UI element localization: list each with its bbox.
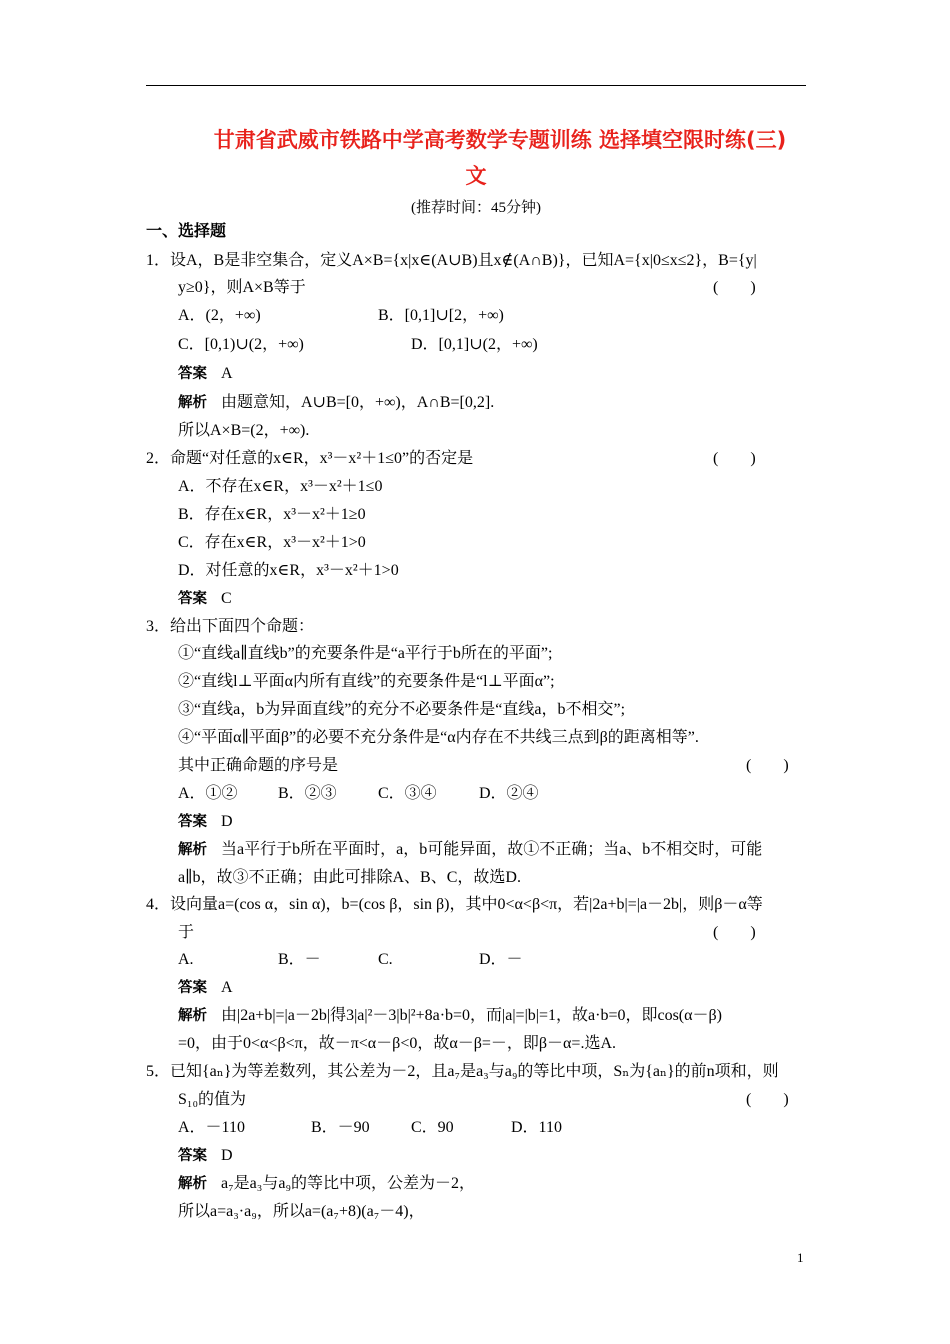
q4-answer-paren: ( ) <box>713 924 756 941</box>
q5-stem: 5．已知{aₙ}为等差数列，其公差为－2，且a₇是a₃与a₉的等比中项，Sₙ为{aₙ}的前n项和，则 <box>146 1063 779 1080</box>
q4-analysis-cont: =0，由于0<α<β<π，故－π<α－β<0，故α－β=－，即β－α=.选A. <box>178 1035 616 1052</box>
q4-analysis <box>178 1006 722 1026</box>
q2-answer-paren: ( ) <box>713 450 756 467</box>
q4-analysis-text: 由|2a+b|=|a－2b|得3|a|²－3|b|²+8a·b=0，而|a|=|b|=1，故a·b=0，即cos(α－β) <box>221 1007 722 1024</box>
q5-analysis-text: a₇是a₃与a₉的等比中项，公差为－2， <box>221 1175 476 1192</box>
answer-label: 答案 <box>178 591 207 607</box>
q4-stem: 4．设向量a=(cos α，sin α)，b=(cos β，sin β)，其中0<α<β<π，若|2a+b|=|a－2b|，则β－α等 <box>146 896 763 913</box>
q1-option-c: C．[0,1)∪(2，+∞) <box>178 336 304 353</box>
analysis-label: 解析 <box>178 1176 207 1192</box>
q5-answer-value: D <box>221 1147 233 1164</box>
document-title: 甘肃省武威市铁路中学高考数学专题训练 选择填空限时练(三) <box>213 128 787 152</box>
q5-answer <box>178 1146 233 1166</box>
q3-proposition-1: ①“直线a∥直线b”的充要条件是“a平行于b所在的平面”; <box>178 645 553 662</box>
analysis-label: 解析 <box>178 395 207 411</box>
q3-analysis-text: 当a平行于b所在平面时，a，b可能异面，故①不正确；当a、b不相交时，可能 <box>221 841 763 858</box>
q1-stem-cont: y≥0}，则A×B等于 <box>178 279 306 296</box>
q1-analysis <box>178 393 494 413</box>
analysis-label: 解析 <box>178 1008 207 1024</box>
q4-option-d: D．－ <box>479 951 523 968</box>
document-title-suffix: 文 <box>465 164 487 188</box>
q3-analysis-cont: a∥b，故③不正确；由此可排除A、B、C，故选D. <box>178 869 521 886</box>
q1-answer-value: A <box>221 365 233 382</box>
q3-answer <box>178 812 233 832</box>
q1-option-d: D．[0,1]∪(2，+∞) <box>411 336 538 353</box>
q3-stem: 3．给出下面四个命题： <box>146 618 315 635</box>
analysis-label: 解析 <box>178 842 207 858</box>
q1-option-a: A．(2，+∞) <box>178 307 261 324</box>
q5-option-b: B．－90 <box>311 1119 370 1136</box>
q1-stem: 1．设A，B是非空集合，定义A×B={x|x∈(A∪B)且x∉(A∩B)}，已知A={x|0≤x≤2}，B={y| <box>146 252 757 269</box>
header-rule <box>146 85 806 86</box>
q3-option-d: D．②④ <box>479 785 539 802</box>
q4-answer <box>178 978 233 998</box>
answer-label: 答案 <box>178 366 207 382</box>
q4-option-c: C. <box>378 951 393 968</box>
q5-option-d: D．110 <box>511 1119 562 1136</box>
q4-stem-cont: 于 <box>178 924 195 941</box>
section-heading: 一、选择题 <box>146 223 227 240</box>
q3-analysis <box>178 840 762 860</box>
recommended-time: (推荐时间：45分钟) <box>411 200 541 216</box>
q5-answer-paren: ( ) <box>746 1091 789 1108</box>
answer-label: 答案 <box>178 1148 207 1164</box>
q3-option-c: C．③④ <box>378 785 437 802</box>
q3-proposition-4: ④“平面α∥平面β”的必要不充分条件是“α内存在不共线三点到β的距离相等”. <box>178 729 699 746</box>
answer-label: 答案 <box>178 980 207 996</box>
q2-stem: 2．命题“对任意的x∈R，x³－x²＋1≤0”的否定是 <box>146 450 474 467</box>
q1-answer-paren: ( ) <box>713 279 756 296</box>
q3-option-b: B．②③ <box>278 785 337 802</box>
q3-answer-paren: ( ) <box>746 757 789 774</box>
q3-answer-value: D <box>221 813 233 830</box>
q2-option-a: A．不存在x∈R，x³－x²＋1≤0 <box>178 478 383 495</box>
q3-proposition-3: ③“直线a，b为异面直线”的充分不必要条件是“直线a，b不相交”; <box>178 701 626 718</box>
q4-option-a: A. <box>178 951 194 968</box>
q3-option-a: A．①② <box>178 785 238 802</box>
q5-stem-cont: S₁₀的值为 <box>178 1091 247 1108</box>
q3-question: 其中正确命题的序号是 <box>178 757 339 774</box>
q5-analysis <box>178 1174 475 1194</box>
q1-analysis-cont: 所以A×B=(2，+∞). <box>178 422 310 439</box>
q4-option-b: B．－ <box>278 951 321 968</box>
q2-answer-value: C <box>221 590 232 607</box>
q3-proposition-2: ②“直线l⊥平面α内所有直线”的充要条件是“l⊥平面α”; <box>178 673 555 690</box>
page-number: 1 <box>797 1250 804 1265</box>
q2-option-b: B．存在x∈R，x³－x²＋1≥0 <box>178 506 366 523</box>
q2-option-c: C．存在x∈R，x³－x²＋1>0 <box>178 534 366 551</box>
q5-analysis-cont: 所以a=a₃·a₉，所以a=(a₇+8)(a₇－4)， <box>178 1203 425 1220</box>
answer-label: 答案 <box>178 814 207 830</box>
q1-option-b: B．[0,1]∪[2，+∞) <box>378 307 504 324</box>
q1-analysis-text: 由题意知，A∪B=[0，+∞)，A∩B=[0,2]. <box>221 394 495 411</box>
q1-answer <box>178 364 233 384</box>
q5-option-c: C．90 <box>411 1119 454 1136</box>
q2-answer <box>178 589 232 609</box>
q4-answer-value: A <box>221 979 233 996</box>
q2-option-d: D．对任意的x∈R，x³－x²＋1>0 <box>178 562 399 579</box>
q5-option-a: A．－110 <box>178 1119 245 1136</box>
